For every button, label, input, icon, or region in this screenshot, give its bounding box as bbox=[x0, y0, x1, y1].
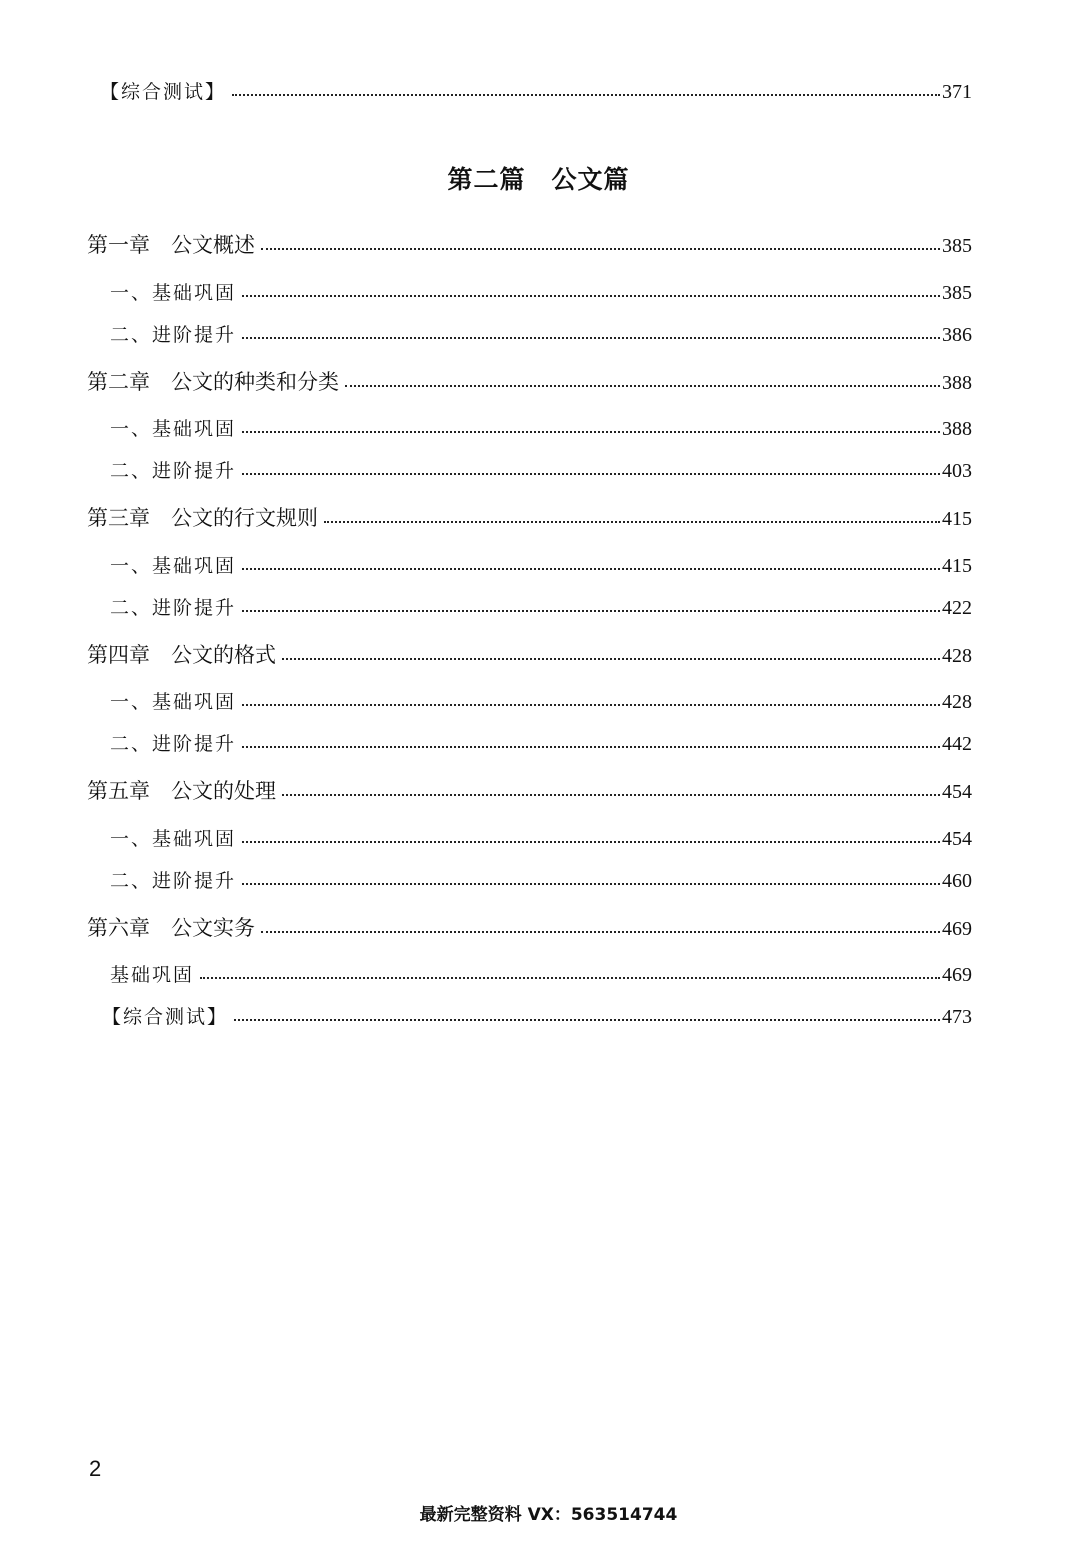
toc-section-6-2[interactable] bbox=[102, 995, 972, 1027]
toc-leader-dots bbox=[242, 746, 940, 748]
toc-leader-dots bbox=[234, 1019, 940, 1021]
toc-entry-label: 第一章 公文概述 bbox=[87, 233, 255, 257]
toc-entry-label: 【综合测试】 bbox=[100, 81, 227, 103]
toc-entry-label: 第三章 公文的行文规则 bbox=[87, 506, 318, 530]
toc-leader-dots bbox=[261, 931, 940, 933]
toc-entry-page: 454 bbox=[942, 828, 972, 850]
toc-chapter-4[interactable] bbox=[87, 634, 972, 666]
toc-entry-label: 二、进阶提升 bbox=[110, 733, 237, 755]
toc-section-1-1[interactable] bbox=[110, 271, 972, 303]
toc-chapter-5[interactable] bbox=[87, 770, 972, 802]
toc-entry-label: 【综合测试】 bbox=[102, 1006, 229, 1028]
toc-entry-page: 371 bbox=[942, 81, 972, 103]
toc-leader-dots bbox=[282, 658, 940, 660]
toc-chapter-3[interactable] bbox=[87, 497, 972, 529]
toc-section-1-2[interactable] bbox=[110, 313, 972, 345]
toc-entry-page: 473 bbox=[942, 1006, 972, 1028]
toc-leader-dots bbox=[242, 568, 940, 570]
toc-section-3-2[interactable] bbox=[110, 586, 972, 618]
toc-entry-page: 388 bbox=[942, 372, 972, 394]
toc-entry-page: 469 bbox=[942, 964, 972, 986]
toc-entry-page: 415 bbox=[942, 508, 972, 530]
toc-chapter-6[interactable] bbox=[87, 907, 972, 939]
toc-entry-page: 422 bbox=[942, 597, 972, 619]
toc-entry-page: 415 bbox=[942, 555, 972, 577]
toc-entry-label: 一、基础巩固 bbox=[110, 828, 237, 850]
toc-section-2-1[interactable] bbox=[110, 407, 972, 439]
toc-entry-label: 一、基础巩固 bbox=[110, 418, 237, 440]
toc-entry-page: 386 bbox=[942, 324, 972, 346]
toc-entry-page: 428 bbox=[942, 645, 972, 667]
toc-chapter-1[interactable] bbox=[87, 224, 972, 256]
toc-section-6-1[interactable] bbox=[110, 953, 972, 985]
toc-leader-dots bbox=[242, 704, 940, 706]
toc-entry-label: 一、基础巩固 bbox=[110, 555, 237, 577]
toc-entry-label: 二、进阶提升 bbox=[110, 324, 237, 346]
toc-leader-dots bbox=[242, 610, 940, 612]
toc-leader-dots bbox=[200, 977, 940, 979]
toc-entry-page: 469 bbox=[942, 918, 972, 940]
toc-entry-comprehensive-test-top[interactable] bbox=[100, 70, 972, 102]
toc-section-5-1[interactable] bbox=[110, 817, 972, 849]
toc-leader-dots bbox=[242, 295, 940, 297]
toc-leader-dots bbox=[324, 521, 940, 523]
toc-entry-label: 二、进阶提升 bbox=[110, 460, 237, 482]
toc-leader-dots bbox=[242, 337, 940, 339]
toc-leader-dots bbox=[232, 94, 940, 96]
toc-leader-dots bbox=[242, 431, 940, 433]
toc-entry-label: 第五章 公文的处理 bbox=[87, 779, 276, 803]
part-title: 第二篇 公文篇 bbox=[447, 165, 630, 194]
toc-entry-page: 454 bbox=[942, 781, 972, 803]
toc-leader-dots bbox=[261, 248, 940, 250]
toc-entry-page: 388 bbox=[942, 418, 972, 440]
toc-entry-label: 基础巩固 bbox=[110, 964, 195, 986]
toc-entry-label: 二、进阶提升 bbox=[110, 597, 237, 619]
footer-note: 最新完整资料 VX：563514744 bbox=[419, 1505, 678, 1525]
toc-leader-dots bbox=[282, 794, 940, 796]
toc-entry-label: 第四章 公文的格式 bbox=[87, 643, 276, 667]
toc-entry-page: 428 bbox=[942, 691, 972, 713]
toc-leader-dots bbox=[345, 385, 940, 387]
toc-entry-page: 403 bbox=[942, 460, 972, 482]
toc-leader-dots bbox=[242, 473, 940, 475]
toc-leader-dots bbox=[242, 883, 940, 885]
toc-section-5-2[interactable] bbox=[110, 859, 972, 891]
toc-section-4-2[interactable] bbox=[110, 722, 972, 754]
toc-entry-label: 第六章 公文实务 bbox=[87, 916, 255, 940]
toc-entry-label: 二、进阶提升 bbox=[110, 870, 237, 892]
toc-section-4-1[interactable] bbox=[110, 680, 972, 712]
toc-leader-dots bbox=[242, 841, 940, 843]
toc-section-2-2[interactable] bbox=[110, 449, 972, 481]
toc-entry-label: 一、基础巩固 bbox=[110, 691, 237, 713]
toc-entry-page: 385 bbox=[942, 235, 972, 257]
toc-entry-label: 一、基础巩固 bbox=[110, 282, 237, 304]
toc-chapter-2[interactable] bbox=[87, 361, 972, 393]
toc-entry-page: 460 bbox=[942, 870, 972, 892]
toc-section-3-1[interactable] bbox=[110, 544, 972, 576]
page-number: 2 bbox=[89, 1456, 102, 1481]
toc-entry-label: 第二章 公文的种类和分类 bbox=[87, 370, 339, 394]
toc-entry-page: 442 bbox=[942, 733, 972, 755]
toc-entry-page: 385 bbox=[942, 282, 972, 304]
